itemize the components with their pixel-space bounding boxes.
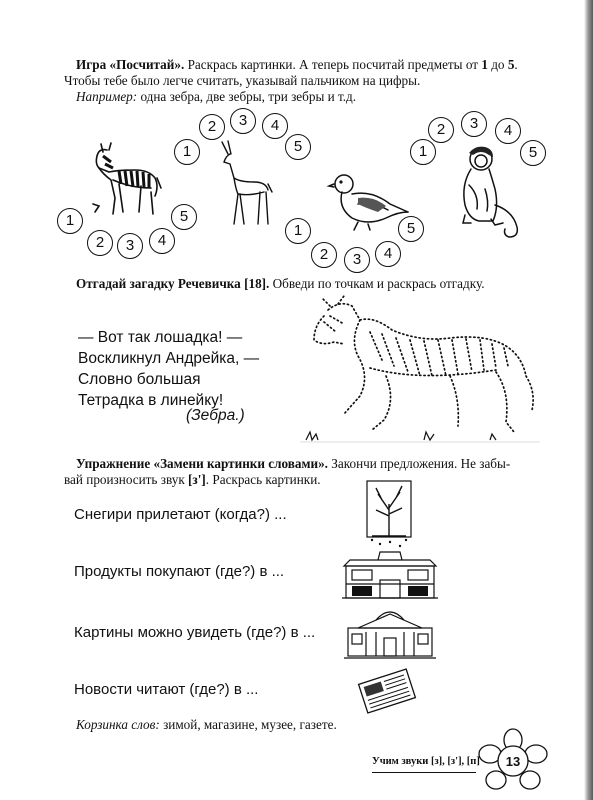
gazelle-number-1: 1 (174, 139, 200, 165)
riddle-line-2: Воскликнул Андрейка, — (78, 350, 260, 367)
word-basket (64, 717, 337, 733)
exercise-instruction-line2: вай произносить звук [з']. Раскрась картинки. (64, 472, 321, 487)
pigeon-number-3: 3 (344, 247, 370, 273)
footer-topic: Учим звуки [з], [з'], [п] (372, 756, 480, 767)
pigeon-number-2: 2 (311, 242, 337, 268)
example-label: Например: (76, 89, 138, 104)
riddle-instruction: Отгадай загадку Речевичка [18]. Обведи по точкам и раскрась отгадку. (76, 276, 485, 291)
game-instruction-line2: Чтобы тебе было легче считать, указывай пальчиком на цифры. (64, 73, 421, 88)
zebra-number-5: 5 (171, 204, 197, 230)
monkey-number-5: 5 (520, 140, 546, 166)
basket-label: Корзинка слов: (76, 717, 160, 732)
pigeon-number-4: 4 (375, 241, 401, 267)
riddle-line-4: Тетрадка в линейку! (78, 392, 224, 409)
exercise-title: Упражнение «Замени картинки словами». (76, 456, 328, 471)
monkey-number-1: 1 (410, 139, 436, 165)
pigeon-number-5: 5 (398, 216, 424, 242)
zebra-number-4: 4 (149, 228, 175, 254)
page-number: 13 (505, 754, 521, 769)
riddle-title: Отгадай загадку Речевичка (76, 276, 241, 291)
zebra-illustration (85, 140, 165, 220)
basket-words: зимой, магазине, музее, газете. (159, 717, 337, 732)
gazelle-number-3: 3 (230, 108, 256, 134)
pigeon-number-1: 1 (285, 218, 311, 244)
example-text: одна зебра, две зебры, три зебры и т.д. (137, 89, 357, 104)
footer-rule (372, 772, 476, 773)
sentence-1: Снегири прилетают (когда?) ... (74, 506, 287, 523)
gazelle-illustration (214, 138, 274, 228)
zebra-number-1: 1 (57, 208, 83, 234)
pigeon-illustration (328, 172, 410, 232)
monkey-number-3: 3 (461, 111, 487, 137)
sentence-3: Картины можно увидеть (где?) в ... (74, 624, 316, 641)
page-edge-shadow (584, 0, 593, 800)
game-instruction-line1: Игра «Посчитай». Раскрась картинки. А теперь посчитай предметы от 1 до 5. (76, 57, 518, 72)
gazelle-number-2: 2 (199, 114, 225, 140)
sentence-2: Продукты покупают (где?) в ... (74, 563, 285, 580)
riddle-line-3: Словно большая (78, 371, 201, 388)
riddle-answer: (Зебра.) (186, 407, 245, 424)
sentence-4: Новости читают (где?) в ... (74, 681, 259, 698)
monkey-number-4: 4 (495, 118, 521, 144)
riddle-line-1: — Вот так лошадка! — (78, 329, 243, 346)
monkey-number-2: 2 (428, 117, 454, 143)
shop-building-picture (340, 550, 440, 600)
winter-tree-picture (366, 480, 412, 550)
gazelle-number-5: 5 (285, 134, 311, 160)
zebra-number-3: 3 (117, 233, 143, 259)
gazelle-number-4: 4 (262, 113, 288, 139)
museum-building-picture (342, 604, 438, 660)
game-title: Игра «Посчитай». (76, 57, 185, 72)
game-example (64, 89, 356, 105)
newspaper-picture (356, 668, 418, 714)
exercise-instruction-line1: Упражнение «Замени картинки словами». Закончи предложения. Не забы- (76, 456, 511, 471)
zebra-number-2: 2 (87, 230, 113, 256)
dotted-zebra-illustration (300, 296, 540, 446)
monkey-illustration (455, 145, 525, 240)
